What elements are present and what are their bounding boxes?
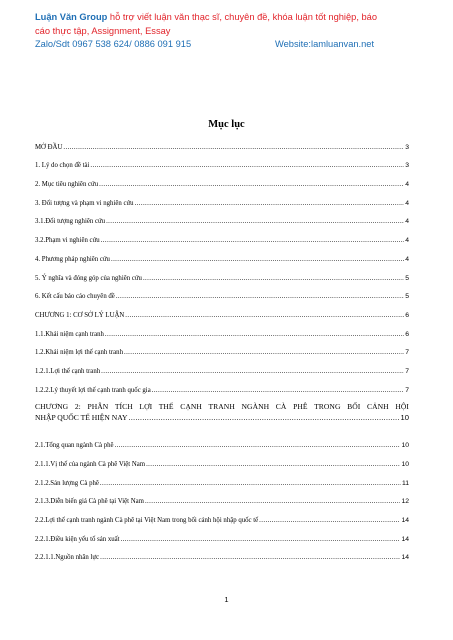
toc-item[interactable] — [35, 508, 409, 527]
toc-leader-dots — [90, 161, 404, 170]
toc-item-page: 5 — [405, 274, 409, 282]
toc-item-page: 14 — [401, 535, 409, 543]
toc-item[interactable] — [35, 341, 409, 360]
toc-item[interactable] — [35, 322, 409, 341]
toc-item-page: 6 — [405, 330, 409, 338]
toc-item-label: 2.1.Tổng quan ngành Cà phê — [35, 442, 114, 450]
toc-item-page: 3 — [405, 143, 409, 151]
toc-item[interactable] — [35, 303, 409, 322]
toc-item-page: 12 — [401, 498, 409, 506]
toc-item-label: 4. Phương pháp nghiên cứu — [35, 255, 110, 263]
toc-leader-dots — [121, 535, 401, 544]
toc-item-label: 3.2.Phạm vi nghiên cứu — [35, 237, 100, 245]
toc-leader-dots — [101, 367, 404, 376]
toc-item-label: 1.2.1.Lợi thế cạnh tranh — [35, 367, 101, 375]
toc-leader-dots — [115, 441, 401, 450]
toc-leader-dots — [101, 236, 405, 245]
toc-leader-dots — [135, 199, 405, 208]
header-line-1 — [35, 11, 425, 25]
toc-leader-dots — [99, 180, 404, 189]
toc-leader-dots — [152, 386, 405, 395]
toc-item-label: 2. Mục tiêu nghiên cứu — [35, 181, 99, 189]
toc-item[interactable] — [35, 210, 409, 229]
toc-item-label: 1.2.2.Lý thuyết lợi thế cạnh tranh quốc gia — [35, 386, 151, 394]
toc-item-page: 5 — [405, 293, 409, 301]
toc-item[interactable] — [35, 434, 409, 453]
toc-leader-dots — [111, 255, 404, 264]
page-title: Mục lục — [208, 119, 245, 130]
toc-item-label: 3.1.Đối tượng nghiên cứu — [35, 218, 106, 226]
toc-item-label: 6. Kết cấu báo cáo chuyên đề — [35, 293, 115, 301]
toc-leader-dots — [100, 479, 401, 488]
toc-item-label: 2.2.Lợi thế cạnh tranh ngành Cà phê tại Việt Nam trong bối cảnh hội nhập quốc tế — [35, 517, 259, 525]
toc-item-page: 4 — [405, 237, 409, 245]
toc-item-label: 2.2.1.1.Nguồn nhân lực — [35, 554, 100, 562]
toc-item-chapter-2[interactable] — [35, 397, 409, 434]
toc-item-label: 2.1.2.Sản lượng Cà phê — [35, 479, 99, 487]
toc-leader-dots — [63, 143, 404, 152]
header-description: hỗ trợ viết luận văn thạc sĩ, chuyên đề, khóa luận tốt nghiệp, báo — [107, 12, 377, 22]
toc-item[interactable] — [35, 546, 409, 565]
toc-item[interactable] — [35, 527, 409, 546]
header — [35, 11, 425, 52]
toc-leader-dots — [259, 516, 400, 525]
toc-item-label: 2.1.3.Diễn biến giá Cà phê tại Việt Nam — [35, 498, 144, 506]
toc-item-page: 10 — [400, 412, 409, 422]
toc-item-page: 7 — [405, 367, 409, 375]
toc-item-page: 10 — [401, 461, 409, 468]
toc-item[interactable] — [35, 285, 409, 304]
header-contact-line — [35, 38, 425, 52]
toc-item[interactable] — [35, 359, 409, 378]
toc-item[interactable] — [35, 452, 409, 471]
toc-item-label: 1.2.Khái niệm lợi thế cạnh tranh — [35, 349, 123, 357]
toc-leader-dots — [143, 274, 404, 283]
toc-leader-dots — [116, 292, 404, 301]
toc-item-label: CHƯƠNG 1: CƠ SỞ LÝ LUẬN — [35, 311, 125, 319]
toc-leader-dots — [145, 497, 400, 506]
toc-item-page: 14 — [401, 517, 409, 525]
website-link[interactable]: Website:lamluanvan.net — [275, 39, 375, 49]
toc-item[interactable] — [35, 228, 409, 247]
toc-item-label: 1. Lý do chọn đề tài — [35, 162, 90, 170]
toc-item[interactable] — [35, 172, 409, 191]
toc-item[interactable] — [35, 490, 409, 509]
toc-item[interactable] — [35, 247, 409, 266]
toc-item-page: 7 — [405, 349, 409, 357]
toc-item-page: 7 — [405, 386, 409, 394]
toc-item-page: 11 — [401, 479, 409, 487]
toc-item-page: 4 — [405, 199, 409, 207]
header-line-2: cáo thực tập, Assignment, Essay — [35, 25, 171, 36]
brand-name: Luận Văn Group — [35, 12, 108, 22]
toc-item-page: 10 — [401, 442, 409, 450]
toc-leader-dots — [105, 330, 404, 339]
toc-item-page: 3 — [405, 162, 409, 170]
toc-item-label: 5. Ý nghĩa và đóng góp của nghiên cứu — [35, 274, 142, 282]
toc-item-page: 6 — [405, 311, 409, 319]
page-number: 1 — [224, 595, 229, 604]
toc-leader-dots — [124, 348, 404, 357]
toc-leader-dots — [146, 460, 400, 469]
toc-item-page: 4 — [405, 255, 409, 263]
contact-phone: Zalo/Sdt 0967 538 624/ 0886 091 915 — [35, 39, 192, 49]
toc-item-label: 3. Đối tượng và phạm vi nghiên cứu — [35, 199, 134, 207]
toc-item-label: 1.1.Khái niệm cạnh tranh — [35, 330, 104, 338]
toc-item[interactable] — [35, 471, 409, 490]
toc-item-label: MỞ ĐẦU — [35, 143, 63, 151]
toc-item[interactable] — [35, 135, 409, 154]
toc-item[interactable] — [35, 154, 409, 173]
toc-item-page: 4 — [405, 218, 409, 226]
toc-leader-dots — [129, 412, 400, 423]
toc-item-page: 14 — [401, 554, 409, 562]
table-of-contents — [35, 135, 409, 564]
toc-item-page: 4 — [405, 181, 409, 189]
toc-item[interactable] — [35, 378, 409, 397]
toc-item-label: 2.1.1.Vị thế của ngành Cà phê Việt Nam — [35, 461, 146, 468]
toc-leader-dots — [125, 311, 404, 320]
toc-item-label: 2.2.1.Điều kiện yếu tố sản xuất — [35, 535, 120, 543]
toc-item[interactable] — [35, 191, 409, 210]
toc-item-label: NHẬP QUỐC TẾ HIỆN NAY — [35, 412, 128, 422]
toc-leader-dots — [100, 553, 400, 562]
toc-item[interactable] — [35, 266, 409, 285]
toc-leader-dots — [106, 217, 404, 226]
toc-item-label: CHƯƠNG 2: PHÂN TÍCH LỢI THẾ CẠNH TRANH NGÀNH CÀ PHÊ TRONG BỐI CẢNH HỘI — [35, 401, 409, 411]
